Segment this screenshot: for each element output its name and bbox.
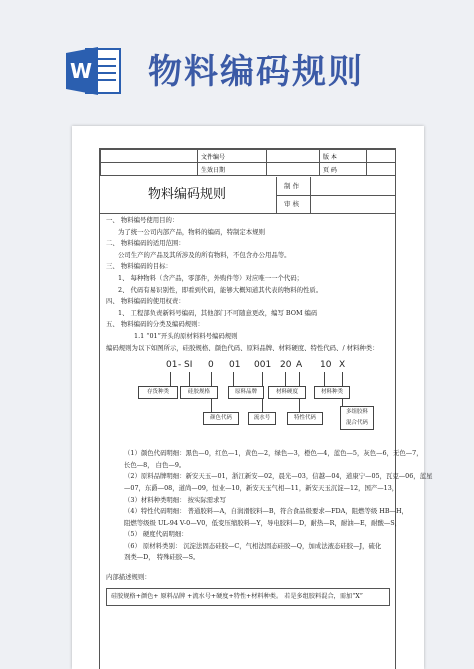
code-part: SI bbox=[184, 360, 193, 371]
title-row bbox=[100, 177, 396, 214]
detail-line: （2）原料品牌明细：新安天玉—01，浙江新安—02，晨光—03，信越—04，道康宁—05，瓦克—06，蓝星 bbox=[124, 472, 433, 481]
section-5-body: 编码规则为以下如图所示，硅胶规格、颜色代码、原料品牌、材料硬度、特性代码、/ 材料种类： bbox=[106, 343, 379, 352]
sign-box bbox=[276, 177, 396, 213]
code-part: 01 bbox=[229, 360, 241, 371]
box-serial-no: 流水号 bbox=[248, 412, 276, 425]
section-1-heading: 一、 物料编号使用目的： bbox=[106, 216, 179, 224]
doc-no-value bbox=[267, 150, 320, 163]
code-part: - bbox=[178, 360, 182, 371]
banner bbox=[0, 0, 474, 112]
detail-line: （6） 原材料类别： 沉淀法固态硅胶—C，气相法固态硅胶—Q，加成法液态硅胶—J，硫化 bbox=[124, 541, 382, 550]
banner-title: 物料编码规则 bbox=[148, 52, 364, 92]
effective-date-value bbox=[267, 163, 320, 176]
box-color-code: 颜色代码 bbox=[203, 412, 239, 425]
page-value bbox=[367, 163, 396, 176]
detail-line: 剂类—D， 特殊硅胶—S。 bbox=[124, 553, 200, 562]
section-2-body: 公司生产的产品及其所涉及的所有物料，不包含办公用品等。 bbox=[118, 250, 291, 259]
section-3-heading: 三、 物料编码的目标： bbox=[106, 262, 172, 271]
box-material-hardness: 材料硬度 bbox=[268, 386, 306, 399]
doc-title: 物料编码规则 bbox=[148, 187, 227, 202]
detail-line: （5） 硬度代码明细： bbox=[124, 530, 188, 539]
code-part: X bbox=[339, 360, 346, 371]
code-part: 001 bbox=[254, 360, 272, 371]
version-value bbox=[367, 150, 396, 163]
version-label: 版 本 bbox=[320, 150, 367, 163]
section-4-item-1: 1、 工程部负责新料号编码，其他部门不可随意更改，编写 BOM 编码 bbox=[118, 308, 318, 317]
page-label: 页 码 bbox=[320, 163, 367, 176]
section-3-item-1: 1、 每种物料（含产品，零部件，外购件等）对应唯一一个代码； bbox=[118, 273, 304, 282]
effective-date-label: 生效日期 bbox=[198, 163, 267, 176]
doc-no-label: 文件编号 bbox=[198, 150, 267, 163]
detail-line: 阻燃等级级 UL-94 V-0—V0，低变压缩胶料—Y，导电胶料—D，耐热—R，耐油—E，耐酸—S， bbox=[124, 518, 402, 527]
detail-line: —07，东爵—08，道尚—09，恒业—10，新安天玉气相—11，新安天玉沉淀—12，国产—13， bbox=[124, 483, 399, 492]
code-part: A bbox=[296, 360, 303, 371]
review-label: 审 核 bbox=[284, 200, 300, 208]
document-body bbox=[100, 215, 433, 606]
detail-line: （3）材料种类明细： 按实际需求写 bbox=[124, 495, 226, 504]
box-feature-code: 特性代码 bbox=[287, 412, 323, 425]
svg-text:W: W bbox=[70, 59, 93, 83]
section-5-subheading: 1.1 “01”开头的原材料料号编码规则 bbox=[134, 331, 238, 340]
header-table bbox=[100, 149, 396, 176]
box-silicone-spec: 硅胶规格 bbox=[180, 386, 218, 399]
section-2-heading: 二、 物料编码的适用范围： bbox=[106, 239, 185, 248]
code-part: 20 bbox=[280, 360, 292, 371]
document-page bbox=[72, 126, 433, 669]
code-part: 10 bbox=[320, 360, 332, 371]
detail-line: （1）颜色代码明细：黑色—0，红色—1，黄色—2，绿色—3，橙色—4，蓝色—5，灰色—6，无色—7， bbox=[124, 449, 423, 458]
section-4-heading: 四、 物料编码的使用权责： bbox=[106, 297, 185, 306]
make-label: 制 作 bbox=[284, 182, 300, 190]
document-frame bbox=[99, 148, 433, 669]
internal-rule-box: 硅胶规格+颜色+ 原料品牌 +流水号+硬度+特性+材料种类。 若是多组胶料混合，需加“X” bbox=[106, 588, 390, 606]
detail-line: 长色—8， 白色—9。 bbox=[124, 460, 186, 469]
section-1-body: 为了统一公司内部产品，物料的编码，特制定本规则 bbox=[118, 227, 265, 236]
box-material-type: 材料种类 bbox=[314, 386, 350, 399]
section-3-item-2: 2、 代码有易识别性，即看到代码，能够大概知道其代表的物料的性质。 bbox=[118, 285, 323, 294]
box-mix-code: 多组胶料 混合代码 bbox=[340, 406, 374, 430]
section-5-heading: 五、 物料编码的分类及编码规则： bbox=[106, 320, 204, 329]
internal-rule-label: 内部描述规则： bbox=[106, 573, 151, 582]
detail-line: （4）特性代码明细： 普通胶料—A，自润滑胶料—B，符合食品级要求—FDA，阻燃等级 HB—H， bbox=[124, 507, 408, 516]
code-diagram bbox=[100, 356, 396, 448]
box-material-brand: 原料品牌 bbox=[228, 386, 264, 399]
box-inventory-type: 存货种类 bbox=[138, 386, 178, 399]
word-icon bbox=[66, 45, 122, 97]
code-part: 01 bbox=[166, 360, 178, 371]
code-part: 0 bbox=[208, 360, 214, 371]
